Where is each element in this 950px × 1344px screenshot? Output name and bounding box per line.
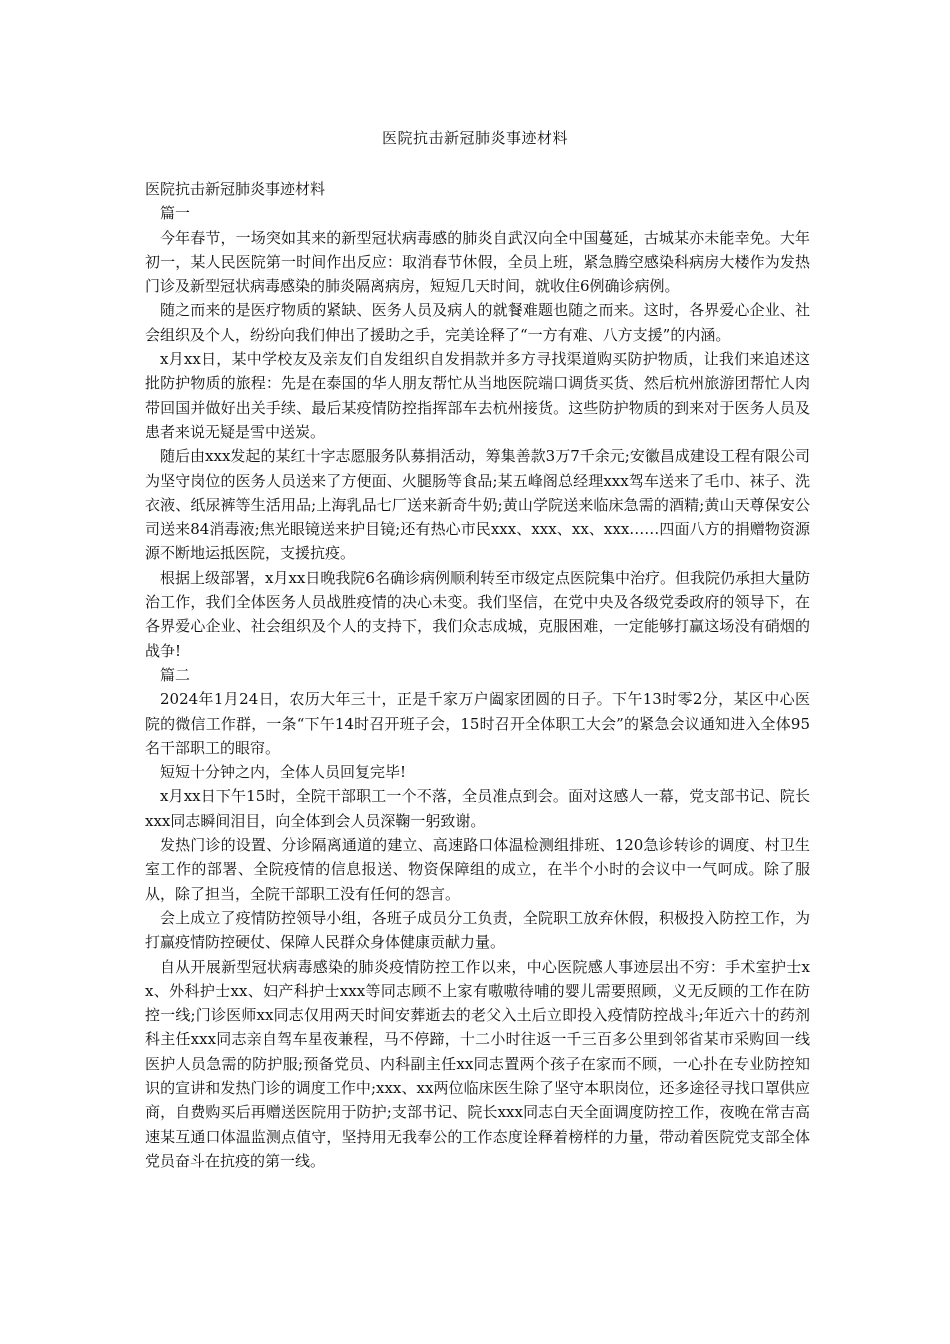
paragraph: 自从开展新型冠状病毒感染的肺炎疫情防控工作以来，中心医院感人事迹层出不穷：手术室护士xx、外科护士xx、妇产科护士xxx等同志顾不上家有嗷嗷待哺的婴儿需要照顾，义无反顾的工作在防控一线;门诊医师xx同志仅用两天时间安葬逝去的老父入土后立即投入疫情防控战斗;年近六十的药剂科主任xxx同志亲自驾车星夜兼程，马不停蹄，十二小时往返一千三百多公里到邻省某市采购回一线医护人员急需的防护服;预备党员、内科副主任xx同志置两个孩子在家而不顾，一心扑在专业防控知识的宣讲和发热门诊的调度工作中;xxx、xx两位临床医生除了坚守本职岗位，还多途径寻找口罩供应商，自费购买后再赠送医院用于防护;支部书记、院长xxx同志白天全面调度防控工作，夜晚在常吉高速某互通口体温监测点值守，坚持用无我奉公的工作态度诠释着榜样的力量，带动着医院党支部全体党员奋斗在抗疫的第一线。 <box>145 957 810 1170</box>
paragraph: 随后由xxx发起的某红十字志愿服务队募捐活动，筹集善款3万7千余元;安徽昌成建设工程有限公司为坚守岗位的医务人员送来了方便面、火腿肠等食品;某五峰阁总经理xxx驾车送来了毛巾、袜子、洗衣液、纸尿裤等生活用品;上海乳品七厂送来新奇牛奶;黄山学院送来临床急需的酒精;黄山天尊保安公司送来84消毒液;焦光眼镜送来护目镜;还有热心市民xxx、xxx、xx、xxx……四面八方的捐赠物资源源不断地运抵医院，支援抗疫。 <box>145 447 810 563</box>
paragraph: 根据上级部署，x月xx日晚我院6名确诊病例顺利转至市级定点医院集中治疗。但我院仍承担大量防治工作，我们全体医务人员战胜疫情的决心未变。我们坚信，在党中央及各级党委政府的领导下，在各界爱心企业、社会组织及个人的支持下，我们众志成城，克服困难，一定能够打赢这场没有硝烟的战争! <box>145 568 810 660</box>
document-title: 医院抗击新冠肺炎事迹材料 <box>381 129 568 147</box>
paragraph: 会上成立了疫情防控领导小组，各班子成员分工负责，全院职工放弃休假，积极投入防控工作，为打赢疫情防控硬仗、保障人民群众身体健康贡献力量。 <box>145 908 810 952</box>
document-subtitle: 医院抗击新冠肺炎事迹材料 <box>145 180 326 198</box>
paragraph: 随之而来的是医疗物质的紧缺、医务人员及病人的就餐难题也随之而来。这时，各界爱心企业、社会组织及个人，纷纷向我们伸出了援助之手，完美诠释了“一方有难、八方支援”的内涵。 <box>145 301 810 344</box>
paragraph: 今年春节，一场突如其来的新型冠状病毒感的肺炎自武汉向全中国蔓延，古城某亦未能幸免。大年初一，某人民医院第一时间作出反应：取消春节休假，全员上班，紧急腾空感染科病房大楼作为发热门诊及新型冠状病毒感染的肺炎隔离病房，短短几天时间，就收住6例确诊病例。 <box>145 228 810 296</box>
section-heading-1: 篇一 <box>160 204 191 223</box>
paragraph: 2024年1月24日，农历大年三十，正是千家万户阖家团圆的日子。下午13时零2分，某区中心医院的微信工作群，一条“下午14时召开班子会，15时召开全体职工大会”的紧急会议通知进入全体95名干部职工的眼帘。 <box>145 690 810 757</box>
paragraph: 短短十分钟之内，全体人员回复完毕! <box>160 763 407 782</box>
paragraph: x月xx日下午15时，全院干部职工一个不落，全员准点到会。面对这感人一幕，党支部书记、院长xxx同志瞬间泪目，向全体到会人员深鞠一躬致谢。 <box>145 787 810 830</box>
document-body <box>145 177 810 1173</box>
paragraph: x月xx日，某中学校友及亲友们自发组织自发捐款并多方寻找渠道购买防护物质，让我们来追述这批防护物质的旅程：先是在泰国的华人朋友帮忙从当地医院端口调货买货、然后杭州旅游团帮忙人肉带回国并做好出关手续、最后某疫情防控指挥部车去杭州接货。这些防护物质的到来对于医务人员及患者来说无疑是雪中送炭。 <box>145 350 810 441</box>
paragraph: 发热门诊的设置、分诊隔离通道的建立、高速路口体温检测组排班、120急诊转诊的调度、村卫生室工作的部署、全院疫情的信息报送、物资保障组的成立，在半个小时的会议中一气呵成。除了服从，除了担当，全院干部职工没有任何的怨言。 <box>145 836 810 903</box>
section-heading-2: 篇二 <box>160 665 191 684</box>
